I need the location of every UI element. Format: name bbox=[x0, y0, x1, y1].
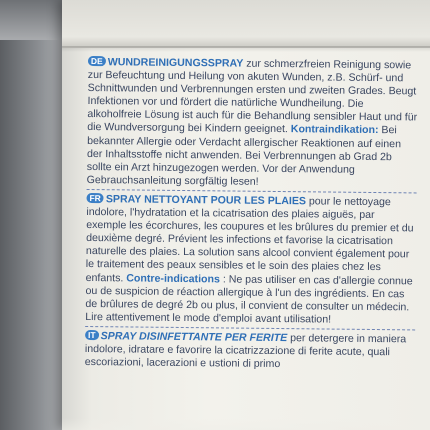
lang-badge-it: IT bbox=[85, 330, 99, 340]
contra-label-fr: Contre-indications bbox=[126, 271, 220, 285]
heading-de: WUNDREINIGUNGSSPRAY bbox=[107, 56, 244, 70]
section-it bbox=[85, 330, 415, 373]
heading-it: SPRAY DISINFETTANTE PER FERITE bbox=[100, 330, 288, 344]
text-fr-2: : Ne pas utiliser en cas d'allergie connue ou de suspicion de réaction allergique à l'un des ingrédients. En cas de brûlures de degré 2b ou plus, il convient de consulter un médecin. Lire attentivement le mode d'emploi avant utilisation! bbox=[85, 272, 413, 326]
section-fr bbox=[85, 193, 416, 327]
flap-shadow bbox=[62, 46, 430, 52]
lang-badge-de: DE bbox=[88, 56, 106, 66]
section-de bbox=[87, 56, 418, 190]
text-it-1: per detergere in maniera indolore, idratare e favorire la cicatrizzazione di ferite acute, quali escoriazioni, lacerazioni e ustioni di primo bbox=[84, 331, 407, 371]
box-top-flap bbox=[62, 0, 430, 48]
text-de-2: Bei bekannter Allergie oder Verdacht allergischer Reaktionen auf einen der Inhaltsstoffe nicht anwenden. Bei Verbrennungen ab Grad 2b sollte ein Arzt hinzugezogen werden. Vor der Anwendung Gebrauchsanleitung sorgfältig lesen! bbox=[86, 124, 402, 188]
product-label-text bbox=[85, 56, 418, 373]
lang-badge-fr: FR bbox=[86, 193, 103, 203]
text-fr-1: pour le nettoyage indolore, l'hydratation et la cicatrisation des plaies aiguës, par exemple les écorchures, les coupures et les brûlures du premier et du deuxième degré. Prévient les infections et favorise la cicatrisation naturelle des plaies. La solution sans alcool convient également pour le traitement des peaux sensibles et le soin des plaies chez les enfants. bbox=[85, 195, 414, 284]
background-left bbox=[0, 0, 70, 430]
contra-label-de: Kontraindikation: bbox=[290, 123, 379, 137]
heading-fr: SPRAY NETTOYANT POUR LES PLAIES bbox=[105, 193, 307, 208]
text-de-1: zur schmerzfreien Reinigung sowie zur Befeuchtung und Heilung von akuten Wunden, z.B. Schürf- und Schnittwunden und Verbrennungen ersten und zweiten Grades. Beugt Infektionen vor und fördert die natürliche Wundheilung. Die alkoholfreie Lösung ist auch für die Behandlung sensibler Haut und für die Wundversorgung bei Kindern geeignet. bbox=[87, 57, 418, 136]
bottom-fade bbox=[62, 418, 430, 430]
